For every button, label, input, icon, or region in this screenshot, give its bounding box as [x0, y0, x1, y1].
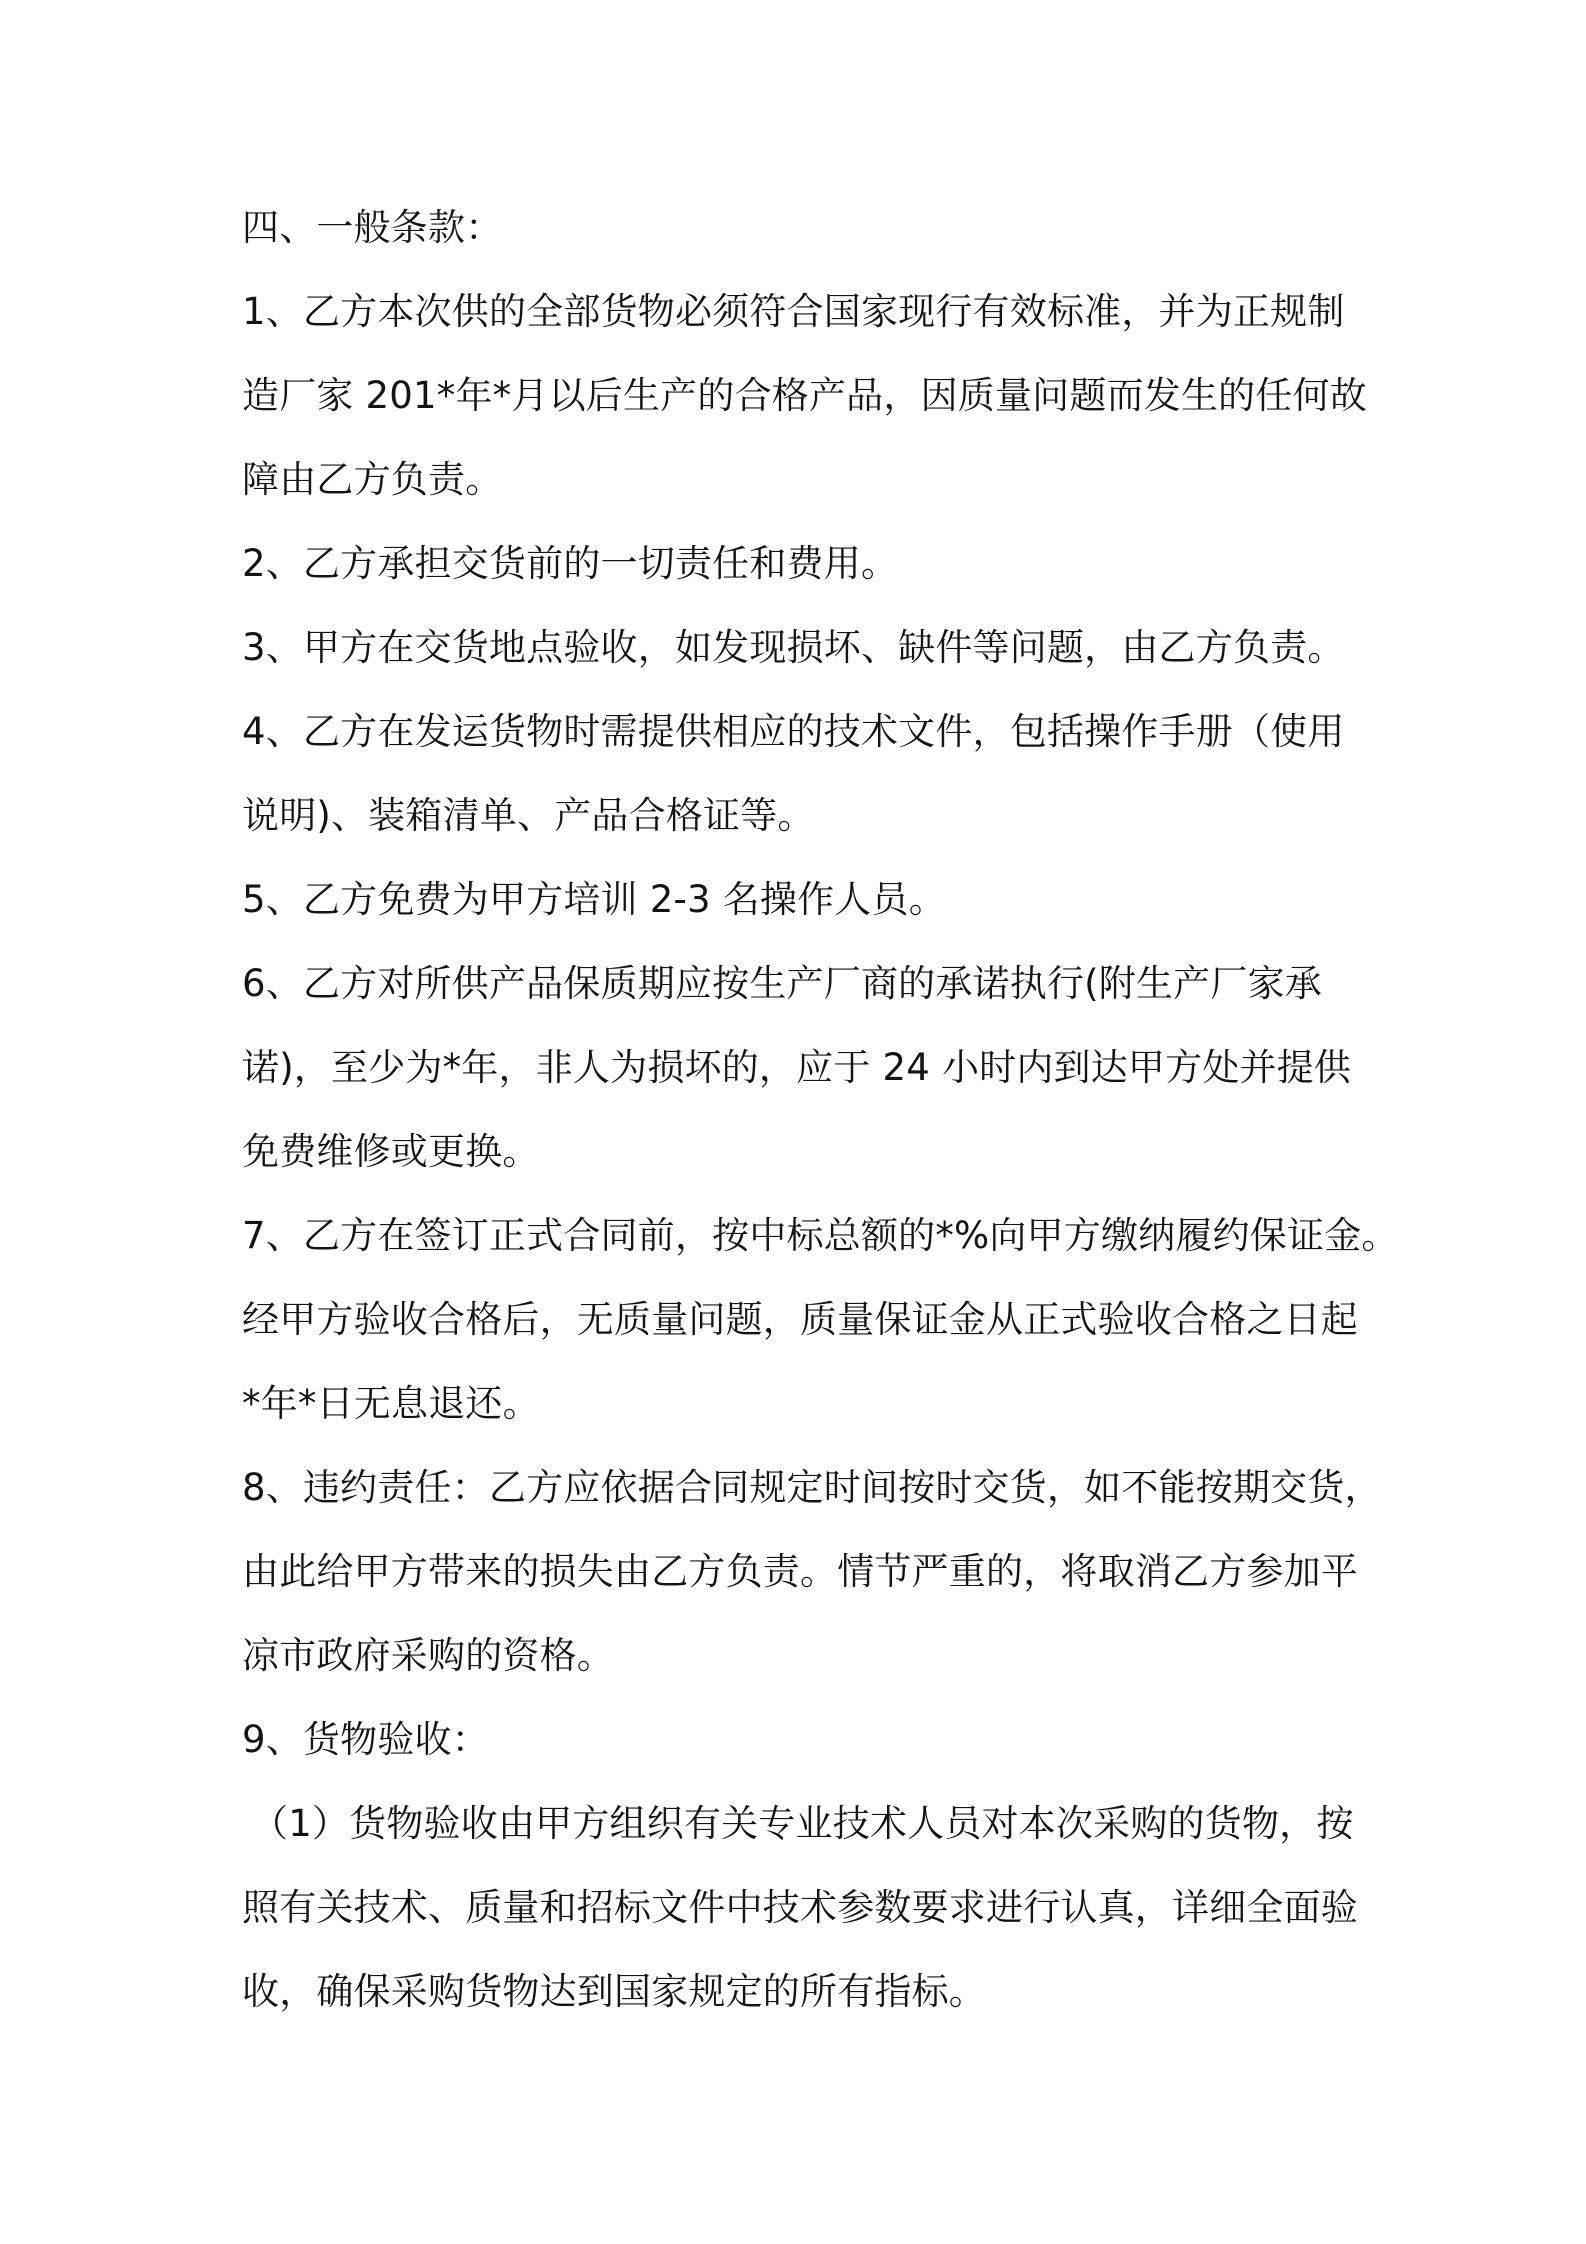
heading-text: 四、一般条款：	[242, 206, 503, 249]
clause-line: 2、乙方承担交货前的一切责任和费用。	[242, 542, 899, 585]
clause-line: *年*日无息退还。	[242, 1382, 540, 1425]
clause-line: 4、乙方在发运货物时需提供相应的技术文件，包括操作手册（使用	[242, 710, 1345, 753]
clause-line: 6、乙方对所供产品保质期应按生产厂商的承诺执行(附生产厂家承	[242, 962, 1322, 1005]
clause-line: 障由乙方负责。	[242, 458, 503, 501]
clause-4	[242, 690, 1442, 858]
clause-line: 1、乙方本次供的全部货物必须符合国家现行有效标准，并为正规制	[242, 290, 1345, 333]
clause-line: 由此给甲方带来的损失由乙方负责。情节严重的，将取消乙方参加平	[242, 1550, 1358, 1593]
clause-line: 说明)、装箱清单、产品合格证等。	[242, 794, 815, 837]
clause-3	[242, 606, 1442, 690]
document-page	[242, 186, 1442, 2034]
clause-7	[242, 1194, 1442, 1446]
clause-line: 免费维修或更换。	[242, 1130, 540, 1173]
clause-1	[242, 270, 1442, 522]
clause-line: 9、货物验收：	[242, 1718, 489, 1761]
clause-line: 8、违约责任：乙方应依据合同规定时间按时交货，如不能按期交货，	[242, 1466, 1382, 1509]
clause-8	[242, 1446, 1442, 1698]
clause-line: （1）货物验收由甲方组织有关专业技术人员对本次采购的货物，按	[251, 1802, 1354, 1845]
clause-9	[242, 1698, 1442, 1782]
clause-line: 经甲方验收合格后，无质量问题，质量保证金从正式验收合格之日起	[242, 1298, 1358, 1341]
section-heading	[242, 186, 1442, 270]
clause-line: 收，确保采购货物达到国家规定的所有指标。	[242, 1970, 986, 2013]
clause-line: 5、乙方免费为甲方培训 2-3 名操作人员。	[242, 878, 946, 921]
clause-line: 造厂家 201*年*月以后生产的合格产品，因质量问题而发生的任何故	[242, 374, 1367, 417]
clause-line: 照有关技术、质量和招标文件中技术参数要求进行认真，详细全面验	[242, 1886, 1358, 1929]
clause-6	[242, 942, 1442, 1194]
clause-5	[242, 858, 1442, 942]
clause-2	[242, 522, 1442, 606]
clause-9-sub-1	[242, 1782, 1442, 2034]
clause-line: 诺)，至少为*年，非人为损坏的，应于 24 小时内到达甲方处并提供	[242, 1046, 1352, 1089]
clause-line: 7、乙方在签订正式合同前，按中标总额的*%向甲方缴纳履约保证金。	[242, 1214, 1399, 1257]
clause-line: 凉市政府采购的资格。	[242, 1634, 614, 1677]
clause-line: 3、甲方在交货地点验收，如发现损坏、缺件等问题，由乙方负责。	[242, 626, 1345, 669]
